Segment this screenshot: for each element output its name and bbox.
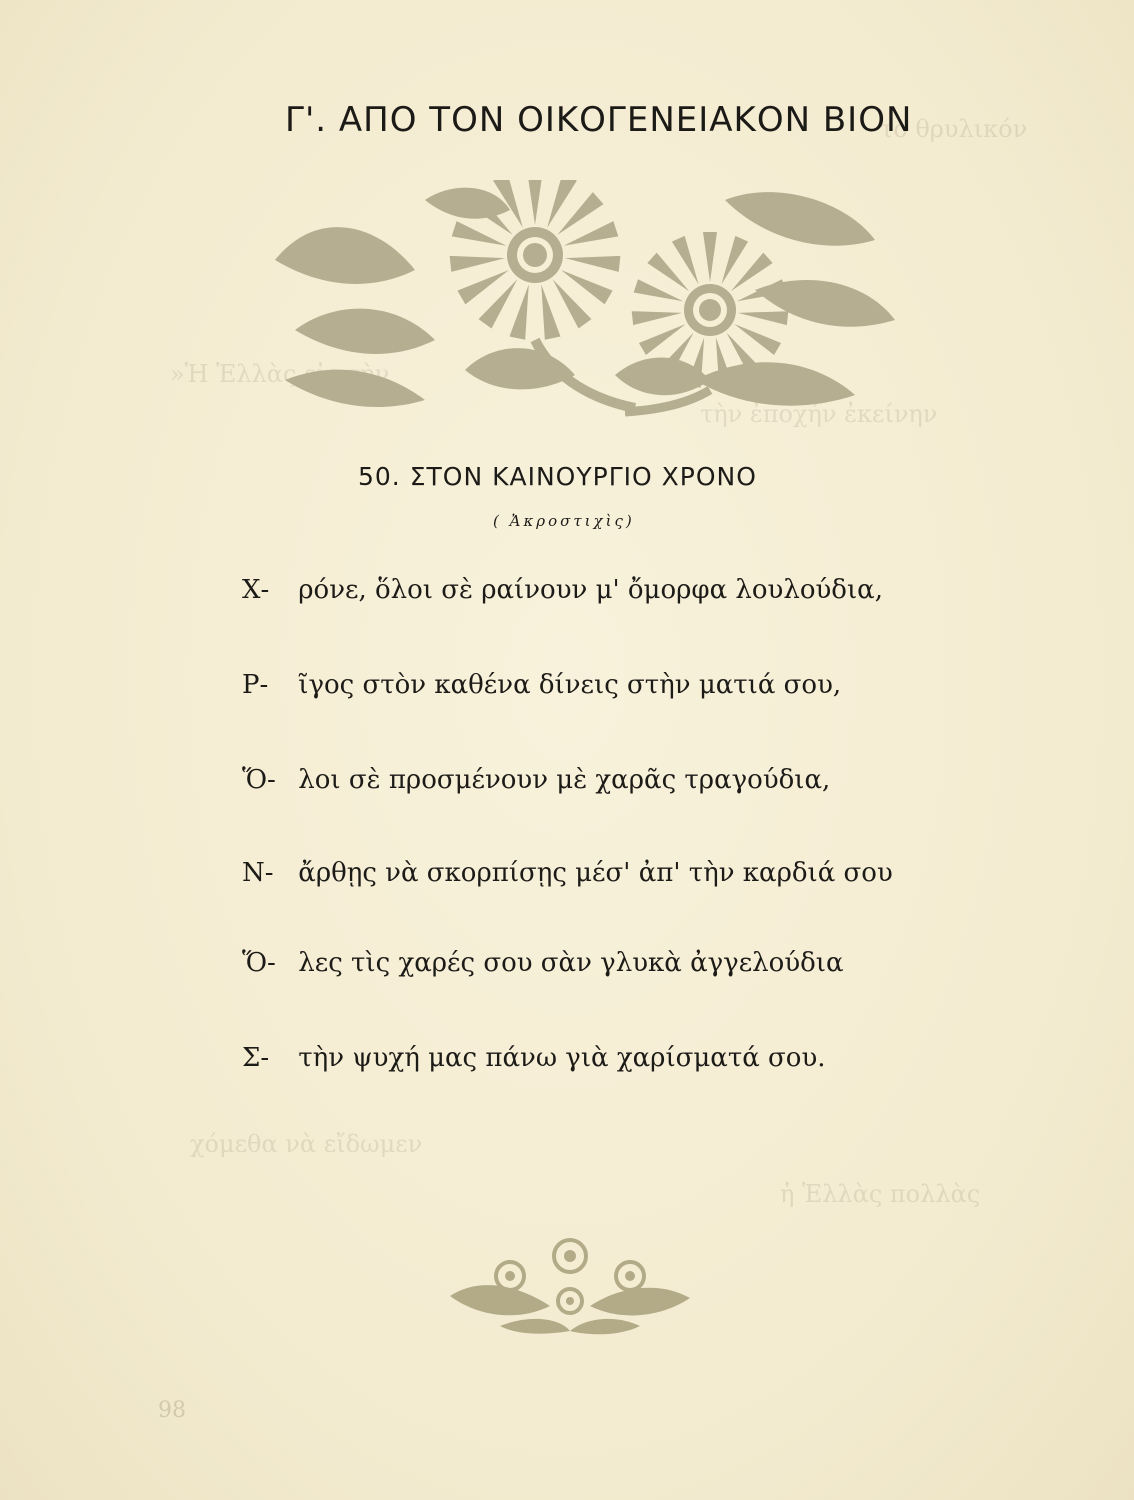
verse-line: [242, 858, 962, 888]
verse-text: τὴν ψυχή μας πάνω γιὰ χαρίσματά σου.: [298, 1043, 826, 1073]
bleed-through-text: »Ἡ Ἑλλὰς εἰς τὴν: [170, 360, 390, 388]
bleed-through-page-number: 98: [158, 1398, 186, 1423]
floral-vignette-icon: [440, 1226, 700, 1336]
acrostic-letter: Ρ-: [242, 670, 269, 700]
verse-line: [242, 670, 962, 700]
bleed-through-text: ἡ Ἑλλὰς πολλὰς: [780, 1180, 981, 1208]
poem-title: 50. ΣΤΟΝ ΚΑΙΝΟΥΡΓΙΟ ΧΡΟΝΟ: [358, 462, 757, 491]
bleed-through-text: τὴν ἐποχήν ἐκείνην: [700, 400, 938, 428]
verse-line: [242, 575, 962, 605]
acrostic-letter: Ὅ-: [242, 948, 276, 978]
verse-text: λοι σὲ προσμένουν μὲ χαρᾶς τραγούδια,: [298, 765, 831, 795]
verse-text: ρόνε, ὅλοι σὲ ραίνουν μ' ὄμορφα λουλούδια,: [298, 575, 883, 605]
acrostic-letter: Σ-: [242, 1043, 270, 1073]
verse-line: [242, 765, 962, 795]
acrostic-letter: Ὅ-: [242, 765, 276, 795]
bleed-through-text: χόμεθα νὰ εἴδωμεν: [190, 1130, 423, 1158]
section-heading: Γ'. ΑΠΟ ΤΟΝ ΟΙΚΟΓΕΝΕΙΑΚΟΝ ΒΙΟΝ: [285, 100, 913, 140]
flower-ornament-icon: [255, 180, 895, 420]
verse-line: [242, 1043, 962, 1073]
poem-subtitle: ( Ἀκροστιχὶς): [493, 512, 635, 530]
verse-text: ῖγος στὸν καθένα δίνεις στὴν ματιά σου,: [298, 670, 842, 700]
acrostic-letter: Χ-: [242, 575, 270, 605]
verse-text: ἄρθῃς νὰ σκορπίσῃς μέσ' ἀπ' τὴν καρδιά σου: [298, 858, 893, 888]
bleed-through-text: τὸ θρυλικόν: [880, 115, 1028, 143]
verse-line: [242, 948, 962, 978]
verse-text: λες τὶς χαρές σου σὰν γλυκὰ ἀγγελούδια: [298, 948, 844, 978]
acrostic-letter: Ν-: [242, 858, 274, 888]
